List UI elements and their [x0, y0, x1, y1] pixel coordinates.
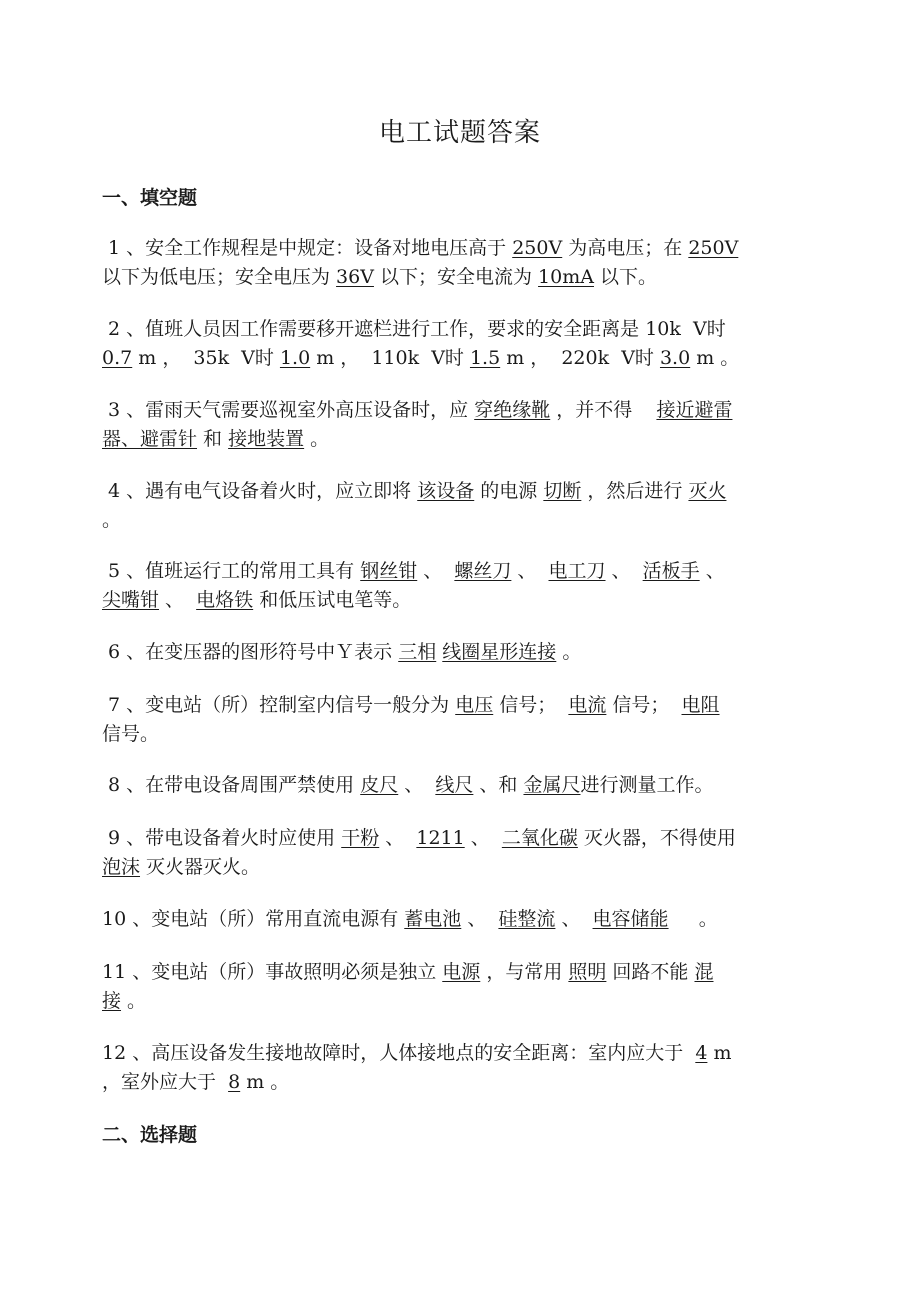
answer-blank: 钢丝钳 — [360, 560, 418, 582]
question-1 — [102, 234, 820, 292]
question-line — [102, 958, 820, 987]
question-text: 、 — [159, 589, 197, 611]
question-line — [102, 720, 820, 749]
answer-blank: 电流 — [568, 694, 607, 716]
answer-blank: 照明 — [568, 961, 607, 983]
question-12 — [102, 1039, 820, 1097]
answer-blank: 二氧化碳 — [501, 827, 578, 849]
question-line — [102, 1068, 820, 1097]
page-title: 电工试题答案 — [378, 118, 541, 148]
answer-blank: 活板手 — [642, 560, 700, 582]
answer-blank: 该设备 — [417, 480, 475, 502]
question-text: ，与常用 — [480, 961, 569, 983]
question-text: 信号。 — [102, 723, 160, 745]
question-text: 。 — [121, 990, 147, 1012]
question-line — [102, 586, 820, 615]
answer-blank: 螺丝刀 — [454, 560, 512, 582]
answer-blank: 灭火 — [688, 480, 727, 502]
question-text: 。 — [102, 509, 122, 531]
question-text: 信号； — [493, 694, 569, 716]
answer-blank: 250V — [512, 237, 563, 259]
question-text: 、 — [511, 560, 549, 582]
question-text: 灭火器，不得使用 — [577, 827, 736, 849]
question-line — [102, 557, 820, 586]
answer-blank: 穿绝缘靴 — [474, 399, 551, 421]
question-text: 灭火器灭火。 — [140, 856, 261, 878]
question-line — [102, 506, 820, 535]
question-text: 1 、安全工作规程是中规定：设备对地电压高于 — [102, 237, 513, 259]
answer-blank: 金属尺 — [523, 774, 581, 796]
answer-blank: 泡沫 — [102, 856, 141, 878]
question-text: ，然后进行 — [581, 480, 689, 502]
answer-blank: 250V — [688, 237, 739, 259]
question-text: 3 、雷雨天气需要巡视室外高压设备时，应 — [102, 399, 475, 421]
question-line — [102, 987, 820, 1016]
question-text: 、 — [417, 560, 455, 582]
answer-blank: 硅整流 — [498, 908, 556, 930]
question-line — [102, 853, 820, 882]
question-line — [102, 234, 820, 263]
answer-blank: 1211 — [416, 827, 465, 849]
answer-blank: 切断 — [543, 480, 582, 502]
question-text: 以下。 — [593, 266, 658, 288]
answer-blank: 电压 — [455, 694, 494, 716]
question-text: 的电源 — [474, 480, 544, 502]
answer-blank: 电阻 — [681, 694, 720, 716]
answer-blank: 接地装置 — [228, 428, 305, 450]
question-text: m — [707, 1042, 732, 1064]
answer-blank: 电工刀 — [548, 560, 606, 582]
question-11 — [102, 958, 820, 1016]
question-text: 。 — [668, 908, 718, 930]
question-text: 5 、值班运行工的常用工具有 — [102, 560, 361, 582]
question-text: m 。 — [240, 1071, 290, 1093]
question-line — [102, 425, 820, 454]
question-text: 进行测量工作。 — [580, 774, 714, 796]
question-6 — [102, 638, 820, 667]
answer-blank: 1.0 — [279, 347, 311, 369]
question-text: ，室外应大于 — [102, 1071, 229, 1093]
question-line — [102, 263, 820, 292]
answer-blank: 3.0 — [659, 347, 691, 369]
question-8 — [102, 771, 820, 800]
section-heading-choice: 二、选择题 — [102, 1124, 198, 1146]
question-text: 。 — [304, 428, 330, 450]
question-5 — [102, 557, 820, 615]
question-text: 、 — [699, 560, 725, 582]
question-line — [102, 1039, 820, 1068]
answer-blank: 电源 — [442, 961, 481, 983]
question-7 — [102, 691, 820, 749]
question-line — [102, 344, 820, 373]
question-2 — [102, 315, 820, 373]
answer-blank: 皮尺 — [360, 774, 399, 796]
answer-blank: 接近避雷 — [656, 399, 733, 421]
answer-blank: 36V — [336, 266, 374, 288]
answer-blank: 混 — [694, 961, 714, 983]
question-text: 6 、在变压器的图形符号中Ｙ表示 — [102, 641, 399, 663]
answer-blank: 10mA — [538, 266, 594, 288]
answer-blank: 干粉 — [341, 827, 380, 849]
question-text: 回路不能 — [606, 961, 695, 983]
question-text: 10 、变电站（所）常用直流电源有 — [102, 908, 405, 930]
question-line — [102, 771, 820, 800]
question-text: 8 、在带电设备周围严禁使用 — [102, 774, 361, 796]
answer-blank: 线圈星形连接 — [442, 641, 557, 663]
question-9 — [102, 824, 820, 882]
answer-blank: 1.5 — [469, 347, 501, 369]
answer-blank: 电容储能 — [592, 908, 669, 930]
question-10 — [102, 905, 820, 934]
answer-blank: 器、避雷针 — [102, 428, 198, 450]
question-text: 、 — [398, 774, 436, 796]
answer-blank: 蓄电池 — [404, 908, 462, 930]
question-line — [102, 396, 820, 425]
question-text: 和低压试电笔等。 — [253, 589, 412, 611]
question-line — [102, 824, 820, 853]
question-text: 11 、变电站（所）事故照明必须是独立 — [102, 961, 443, 983]
section-heading-fill-in: 一、填空题 — [102, 187, 198, 209]
question-text: 9 、带电设备着火时应使用 — [102, 827, 342, 849]
question-4 — [102, 477, 820, 535]
question-text: 、 — [379, 827, 417, 849]
answer-blank: 8 — [228, 1071, 241, 1093]
answer-blank: 三相 — [398, 641, 437, 663]
question-line — [102, 905, 820, 934]
question-text: 、和 — [473, 774, 524, 796]
question-line — [102, 638, 820, 667]
question-text: 12 、高压设备发生接地故障时，人体接地点的安全距离：室内应大于 — [102, 1042, 696, 1064]
question-text: 为高电压；在 — [562, 237, 689, 259]
question-text: m 。 — [690, 347, 740, 369]
question-text: 和 — [197, 428, 229, 450]
question-text: 、 — [555, 908, 593, 930]
question-text: ，并不得 — [550, 399, 657, 421]
question-text: m ， 220k V时 — [500, 347, 660, 369]
answer-blank: 线尺 — [435, 774, 474, 796]
question-text: 4 、遇有电气设备着火时，应立即将 — [102, 480, 418, 502]
question-text: m ， 35k V时 — [132, 347, 280, 369]
question-text: m ， 110k V时 — [310, 347, 470, 369]
answer-blank: 0.7 — [102, 347, 133, 369]
question-3 — [102, 396, 820, 454]
question-text: 7 、变电站（所）控制室内信号一般分为 — [102, 694, 456, 716]
answer-blank: 接 — [102, 990, 122, 1012]
question-text: 以下；安全电流为 — [373, 266, 539, 288]
question-text: 。 — [556, 641, 582, 663]
question-line — [102, 691, 820, 720]
question-text: 、 — [464, 827, 502, 849]
question-text: 以下为低电压；安全电压为 — [102, 266, 337, 288]
question-line — [102, 477, 820, 506]
question-text: 、 — [605, 560, 643, 582]
question-line — [102, 315, 820, 344]
answer-blank: 4 — [695, 1042, 708, 1064]
question-text: 信号； — [606, 694, 682, 716]
question-text: 、 — [461, 908, 499, 930]
answer-blank: 尖嘴钳 — [102, 589, 160, 611]
answer-blank: 电烙铁 — [196, 589, 254, 611]
question-text: 2 、值班人员因工作需要移开遮栏进行工作，要求的安全距离是 10k V时 — [102, 318, 726, 340]
